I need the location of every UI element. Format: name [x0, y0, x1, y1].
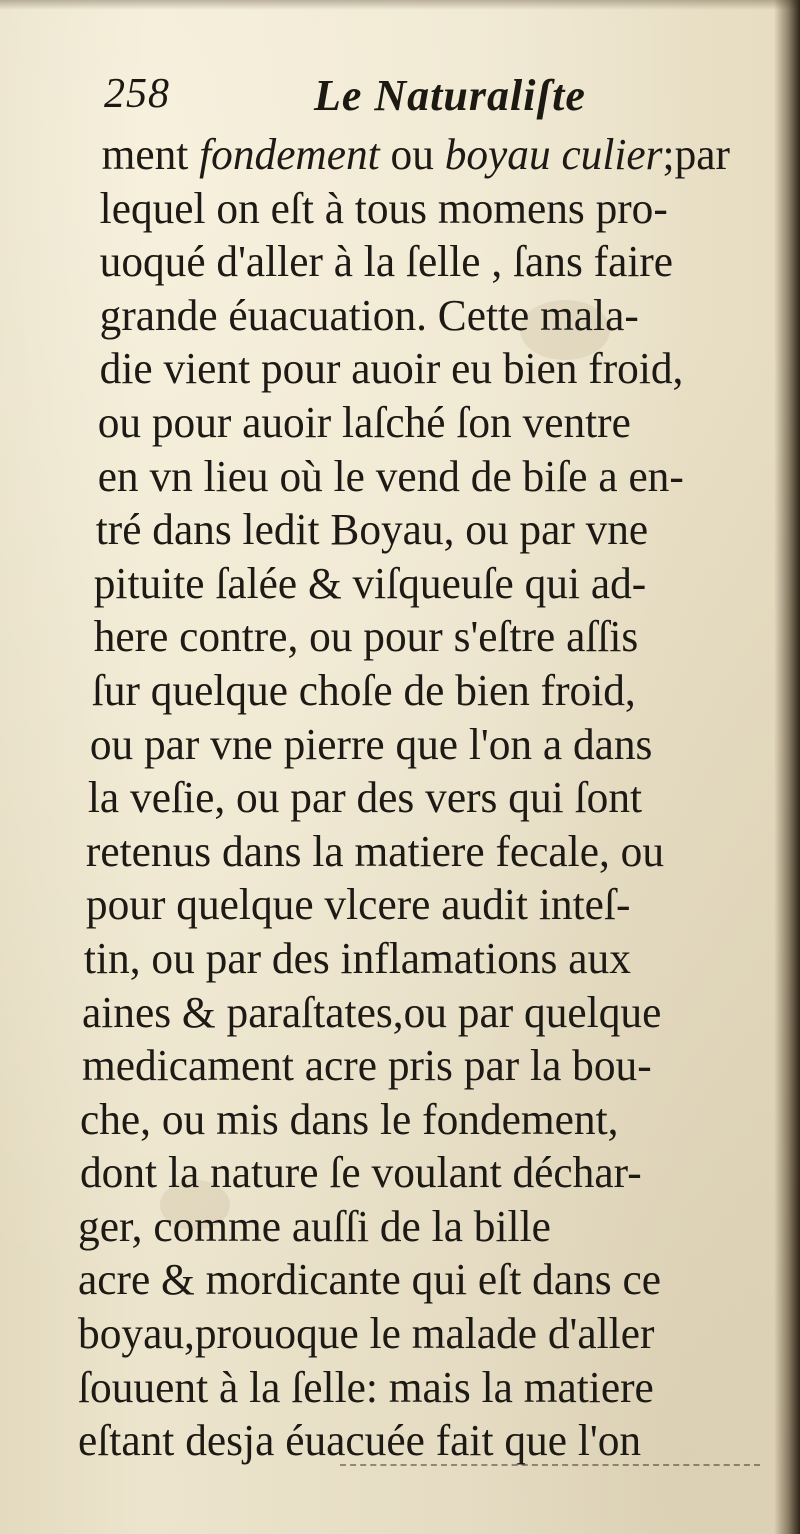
text-line: la veſie, ou par des vers qui ſont [87, 773, 643, 823]
text-line: che, ou mis dans le fondement, [79, 1094, 619, 1144]
bottom-rule [340, 1464, 760, 1469]
text-line: pour quelque vlcere audit inteſ- [85, 880, 631, 930]
text-line: ſouuent à la ſelle: mais la matiere [78, 1362, 654, 1412]
text-line: tin, ou par des inflamations aux [83, 933, 631, 983]
text-line: pituite ſalée & viſqueuſe qui ad- [93, 558, 647, 608]
text-line: tré dans ledit Boyau, ou par vne [95, 505, 649, 555]
page-number: 258 [104, 71, 170, 117]
text-line: acre & mordicante qui eſt dans ce [78, 1255, 662, 1305]
text-line: aines & paraſtates,ou par quelque [81, 987, 662, 1037]
text-line: grande éuacuation. Cette mala- [99, 290, 639, 340]
text-line: ſur quelque choſe de bien froid, [91, 665, 636, 715]
text-line: ment fondement ou boyau culier;par [101, 130, 730, 179]
text-line: dont la nature ſe voulant déchar- [79, 1148, 642, 1198]
text-line: ger, comme auſſi de la bille [78, 1201, 551, 1251]
text-line: ou pour auoir laſché ſon ventre [97, 397, 631, 447]
body-text [78, 128, 778, 1468]
page-header [100, 70, 760, 126]
text-line: uoqué d'aller à la ſelle , ſans faire [99, 237, 674, 287]
text-line: here contre, ou pour s'eſtre aſſis [93, 612, 639, 662]
text-line: boyau,prouoque le malade d'aller [78, 1309, 655, 1359]
text-line: retenus dans la matiere fecale, ou [85, 826, 665, 876]
page-top-shadow [0, 0, 800, 10]
text-line: lequel on eſt à tous momens pro- [99, 183, 668, 233]
text-line: die vient pour auoir eu bien froid, [99, 344, 684, 394]
text-line: ou par vne pierre que l'on a dans [89, 719, 653, 769]
running-title: Le Naturaliſte [314, 71, 586, 120]
text-line: eſtant desja éuacuée fait que l'on [78, 1416, 642, 1466]
text-line: medicament acre pris par la bou- [81, 1041, 652, 1091]
text-line: en vn lieu où le vend de biſe a en- [97, 451, 684, 501]
